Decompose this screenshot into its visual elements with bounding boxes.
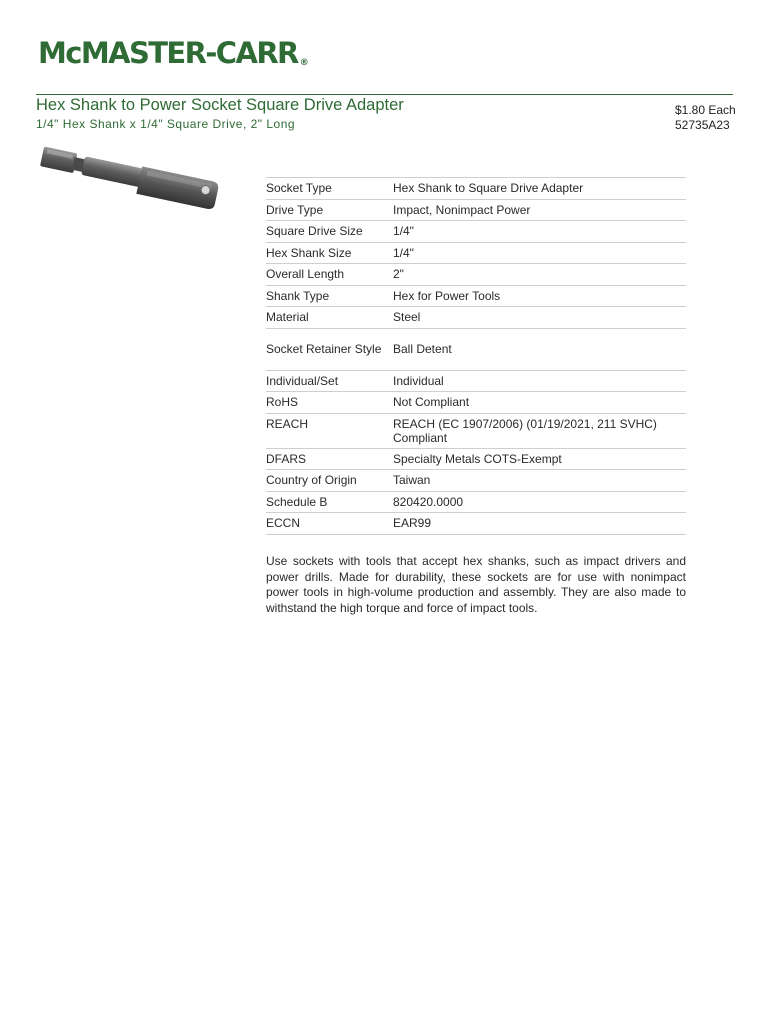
spec-value: Individual [393,373,444,388]
spec-label: Material [266,310,309,325]
spec-label: Schedule B [266,494,328,509]
spec-label: Drive Type [266,202,324,217]
product-subtitle: 1/4" Hex Shank x 1/4" Square Drive, 2" Long [36,117,296,131]
logo-text: McMASTER-CARR [38,36,298,70]
spec-label: Socket Retainer Style [266,341,382,356]
spec-value: 1/4" [393,224,414,239]
spec-row [266,178,686,200]
spec-label: RoHS [266,395,299,410]
spec-value: Not Compliant [393,395,470,410]
spec-label: ECCN [266,516,301,531]
spec-label: Socket Type [266,181,332,196]
spec-value: REACH (EC 1907/2006) (01/19/2021, 211 SVHC) Compliant [393,416,657,445]
spec-value: Impact, Nonimpact Power [393,202,531,217]
spec-row [266,370,686,392]
spec-label: Hex Shank Size [266,245,352,260]
spec-row [266,242,686,264]
spec-value: Taiwan [393,473,431,488]
spec-row [266,513,686,535]
product-price: $1.80 Each [675,103,736,117]
spec-value: Specialty Metals COTS-Exempt [393,451,562,466]
product-description: Use sockets with tools that accept hex shanks, such as impact drivers and power drills. Made for durability, these sockets are for use with nonimpact power tools in high-volume production and assembly. They are also made to withstand the high torque and force of impact tools. [266,554,686,615]
part-number[interactable]: 52735A23 [675,118,730,132]
spec-label: Overall Length [266,267,345,282]
spec-row [266,448,686,470]
spec-row [266,470,686,492]
spec-row [266,307,686,329]
spec-row [266,199,686,221]
spec-value: 1/4" [393,245,414,260]
spec-row [266,221,686,243]
spec-value: Hex Shank to Square Drive Adapter [393,181,584,196]
mcmaster-carr-logo[interactable] [38,34,309,82]
spec-value: Steel [393,310,421,325]
spec-label: Shank Type [266,288,330,303]
spec-value: 820420.0000 [393,494,464,509]
spec-label: Individual/Set [266,373,339,388]
spec-label: DFARS [266,451,307,466]
spec-row [266,285,686,307]
spec-row [266,413,686,448]
spec-row [266,392,686,414]
spec-label: Square Drive Size [266,224,363,239]
product-title: Hex Shank to Power Socket Square Drive Adapter [36,96,404,114]
specifications-table [266,177,686,535]
product-image [34,145,224,225]
spec-row [266,491,686,513]
spec-label: Country of Origin [266,473,357,488]
spec-value: Ball Detent [393,342,452,356]
spec-row [266,264,686,286]
spec-value: 2" [393,267,404,282]
spec-label: REACH [266,416,309,431]
spec-row [266,328,686,370]
spec-value: Hex for Power Tools [393,288,501,303]
spec-value: EAR99 [393,516,432,531]
registered-mark: ® [299,58,309,68]
